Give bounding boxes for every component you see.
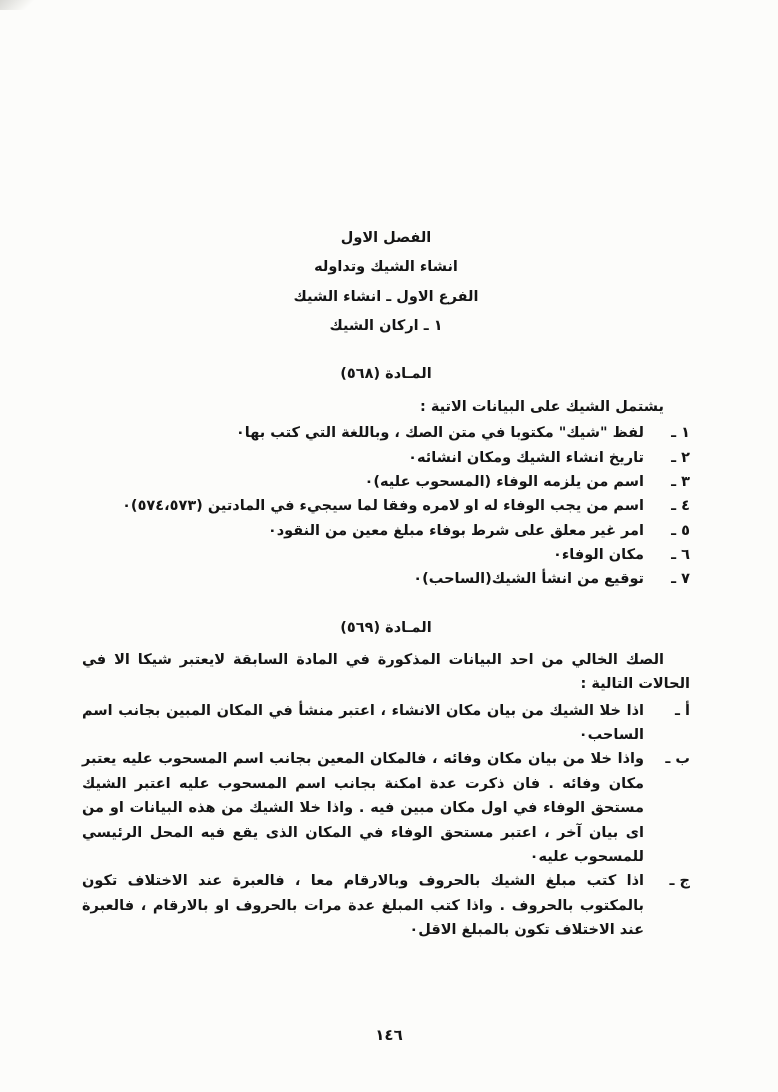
chapter-title: الفصل الاول	[340, 230, 432, 246]
article-568-title: المـادة (٥٦٨)	[340, 366, 432, 383]
item-text: لفظ "شيك" مكتوبا في متن الصك ، وباللغة التي كتب بها٠	[235, 425, 644, 442]
list-item	[82, 567, 690, 591]
article-568-items	[82, 421, 690, 592]
article-568	[82, 362, 690, 591]
item-text: امر غير معلق على شرط بوفاء مبلغ معين من النقود٠	[267, 522, 644, 539]
page-number: ١٤٦	[375, 1026, 403, 1044]
article-568-intro: يشتمل الشيك على البيانات الاتية :	[420, 398, 664, 415]
item-text: اسم من يجب الوفاء له او لامره وفقا لما سيجيء في المادتين (٥٧٤،٥٧٣)٠	[122, 498, 644, 515]
list-item	[82, 747, 690, 869]
list-item	[82, 470, 690, 494]
item-marker: ٦ ـ	[671, 546, 690, 563]
item-marker: ٥ ـ	[671, 522, 690, 539]
item-marker: أ ـ	[675, 702, 690, 719]
item-text: اسم من يلزمه الوفاء (المسحوب عليه)٠	[364, 473, 644, 490]
list-item	[82, 494, 690, 518]
article-569-items	[82, 699, 690, 943]
item-text: اذا خلا الشيك من بيان مكان الانشاء ، اعتبر منشأ في المكان المبين بجانب اسم الساحب٠	[82, 702, 644, 744]
chapter-subtitle: انشاء الشيك وتداوله	[314, 259, 458, 276]
item-marker: ٢ ـ	[671, 449, 690, 466]
subsection-title: ١ ـ اركان الشيك	[329, 318, 443, 335]
list-item	[82, 699, 690, 748]
item-marker: ب ـ	[665, 751, 690, 768]
item-text: واذا خلا من بيان مكان وفائه ، فالمكان المعين بجانب اسم المسحوب عليه يعتبر مكان وفائه . فان ذكرت عدة امكنة بجانب اسم المسحوب عليه اعتبر الشيك مستحق الوفاء في اول مكان مبين فيه . واذا خلا الشيك من هذه البيانات او من اى بيان آخر ، اعتبر مستحق الوفاء في المكان الذى يقع فيه المحل الرئيسي للمسحوب عليه٠	[82, 751, 644, 865]
article-569-intro: الصك الخالي من احد البيانات المذكورة في المادة السابقة لايعتبر شيكا الا في الحالات التالية :	[82, 652, 690, 693]
item-marker: ١ ـ	[671, 425, 690, 442]
item-marker: ٣ ـ	[671, 473, 690, 490]
item-text: مكان الوفاء٠	[553, 546, 644, 563]
article-569	[82, 616, 690, 943]
item-text: اذا كتب مبلغ الشيك بالحروف وبالارقام معا ، فالعبرة عند الاختلاف تكون بالمكتوب بالحروف . واذا كتب المبلغ عدة مرات بالحروف او بالارقام ، فالعبرة عند الاختلاف تكون بالمبلغ الاقل٠	[82, 873, 644, 938]
section-title: الفرع الاول ـ انشاء الشيك	[293, 288, 479, 305]
list-item	[82, 446, 690, 470]
chapter-headings	[82, 226, 690, 338]
item-marker: ج ـ	[669, 873, 690, 890]
item-text: توقيع من انشأ الشيك(الساحب)٠	[413, 571, 644, 588]
list-item	[82, 543, 690, 567]
article-569-title: المـادة (٥٦٩)	[340, 619, 432, 636]
item-marker: ٧ ـ	[671, 571, 690, 588]
item-marker: ٤ ـ	[671, 498, 690, 515]
list-item	[82, 519, 690, 543]
list-item	[82, 421, 690, 445]
list-item	[82, 869, 690, 942]
item-text: تاريخ انشاء الشيك ومكان انشائه٠	[408, 449, 644, 466]
